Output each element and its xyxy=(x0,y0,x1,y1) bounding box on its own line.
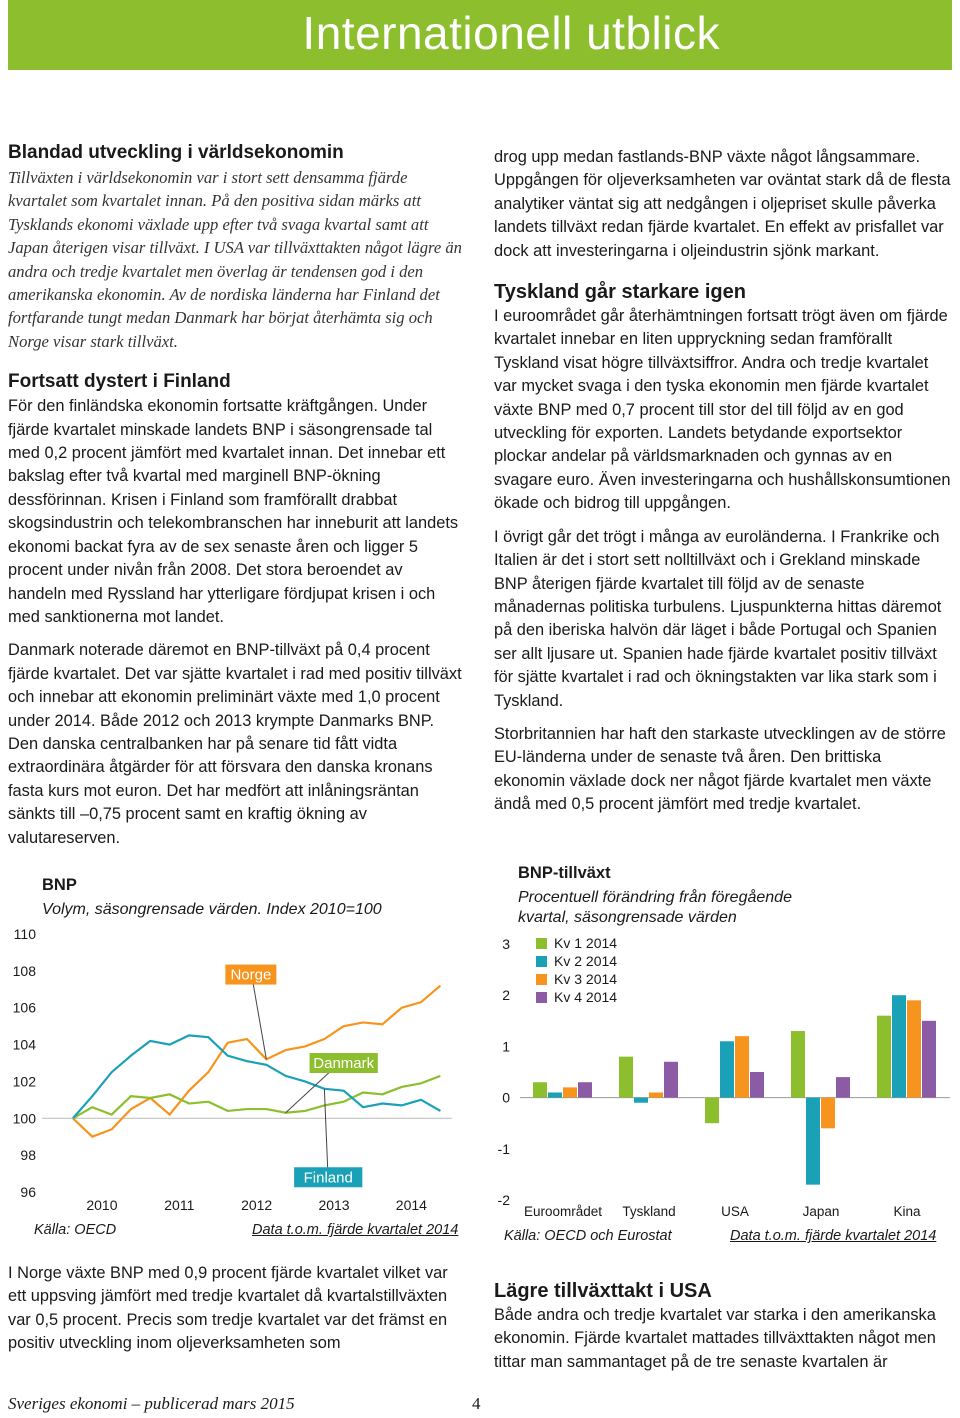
line-chart-subtitle: Volym, säsongrensade värden. Index 2010=100 xyxy=(42,901,382,918)
x-category-label: USA xyxy=(721,1204,749,1219)
y-tick-label: 106 xyxy=(12,999,36,1016)
bar-chart-subtitle: Procentuell förändring från föregående kvartal, säsongrensade värden xyxy=(518,889,792,926)
y-tick-label: -1 xyxy=(497,1140,510,1157)
y-tick-label: 110 xyxy=(13,926,36,942)
bar-usa-1 xyxy=(705,1098,719,1124)
bar-kina-1 xyxy=(877,1016,891,1098)
bar-japan-2 xyxy=(806,1098,820,1185)
right-column xyxy=(494,146,954,817)
bnp-growth-bar-chart xyxy=(494,864,954,1254)
y-tick-label: 96 xyxy=(20,1184,36,1200)
x-tick-label: 2010 xyxy=(86,1197,118,1213)
bar-euroområdet-3 xyxy=(563,1087,577,1097)
y-tick-label: 104 xyxy=(12,1036,36,1053)
heading-finland: Fortsatt dystert i Finland xyxy=(8,371,231,393)
y-tick-label: 98 xyxy=(20,1147,36,1164)
legend-label: Kv 2 2014 xyxy=(554,953,618,969)
line-chart-source: Källa: OECD xyxy=(34,1222,117,1238)
series-line-norge xyxy=(73,986,440,1137)
paragraph-uk: Storbritannien har haft den starkaste utvecklingen av de större EU-länderna under de senaste två åren. Den brittiska ekonomin växlade dock ner något fjärde kvartalet men växte ändå med 0,5 procent jämfört med tredje kvartalet. xyxy=(494,724,946,814)
heading-usa: Lägre tillväxttakt i USA xyxy=(494,1280,712,1302)
bar-kina-3 xyxy=(907,1000,921,1097)
heading-world-economy: Blandad utveckling i världsekonomin xyxy=(8,142,344,163)
series-label-danmark: Danmark xyxy=(313,1055,375,1072)
paragraph-germany: I euroområdet går återhämtningen fortsatt trögt även om fjärde kvartalet innebar en liten uppryckning sedan framförallt Tyskland visat högre tillväxtsiffror. Andra och tredje kvartalet var mycket svaga i den tyska ekonomin men fjärde kvartalet växte BNP med 0,7 procent till stor del till följd av en god utveckling för exporten. Landets betydande exportsektor plockar andelar på världsmarknaden och gynnas av en svagare euro. Även investeringarna och hushållskonsumtionen ökade och bidrog till uppgången. xyxy=(494,307,951,513)
paragraph-norway: I Norge växte BNP med 0,9 procent fjärde kvartalet vilket var ett uppsving jämfört med tredje kvartalet då kvartalstillväxten var 0,5 procent. Precis som tredje kvartalet var det främst en positiv utveckling inom oljeverksamheten som xyxy=(8,1264,448,1353)
line-chart-note: Data t.o.m. fjärde kvartalet 2014 xyxy=(252,1222,459,1238)
x-category-label: Kina xyxy=(893,1204,921,1219)
bar-chart-source: Källa: OECD och Eurostat xyxy=(504,1228,672,1244)
y-tick-label: 0 xyxy=(502,1089,510,1106)
y-tick-label: 100 xyxy=(12,1110,36,1127)
legend-swatch xyxy=(536,974,547,985)
bar-tyskland-4 xyxy=(664,1062,678,1098)
bar-chart-note: Data t.o.m. fjärde kvartalet 2014 xyxy=(730,1228,937,1244)
bar-usa-2 xyxy=(720,1041,734,1097)
x-category-label: Tyskland xyxy=(622,1204,676,1219)
legend-label: Kv 1 2014 xyxy=(554,935,618,951)
bar-euroområdet-4 xyxy=(578,1082,592,1097)
y-tick-label: 1 xyxy=(502,1038,510,1055)
x-tick-label: 2012 xyxy=(241,1197,273,1213)
footer-publication: Sveriges ekonomi – publicerad mars 2015 xyxy=(8,1394,295,1413)
bar-chart-title: BNP-tillväxt xyxy=(518,864,611,882)
line-chart-title: BNP xyxy=(42,876,77,894)
bar-kina-4 xyxy=(922,1021,936,1098)
series-label-norge: Norge xyxy=(230,966,272,984)
paragraph-euro-countries: I övrigt går det trögt i många av euroländerna. I Frankrike och Italien är det i stort sett nolltillväxt och i Grekland minskade BNP återigen fjärde kvartalet till följd av de senaste månadernas politiska turbulens. Ljuspunkterna hittas däremot på den iberiska halvön där läget i både Portugal och Spanien ser allt ljusare ut. Spanien hade fjärde kvartalet positiv tillväxt för sjätte kvartalet i rad och ökningstakten var lika stark som i Tyskland. xyxy=(494,527,942,710)
bar-chart-plot xyxy=(494,930,954,1230)
bnp-line-chart xyxy=(8,876,464,1246)
y-tick-label: 3 xyxy=(502,936,510,952)
legend-label: Kv 4 2014 xyxy=(554,989,618,1005)
x-category-label: Euroområdet xyxy=(523,1204,603,1219)
left-column-bottom xyxy=(8,1262,464,1356)
paragraph-norway-cont: drog upp medan fastlands-BNP växte något långsammare. Uppgången för oljeverksamheten var oväntat stark då de flesta analytiker väntat sig att nedgången i oljepriset skulle påverka landets tillväxt redan fjärde kvartalet. En effekt av prisfallet var dock att investeringarna i oljeindustrin sjönk markant. xyxy=(494,148,951,260)
bar-tyskland-2 xyxy=(634,1098,648,1103)
x-category-label: Japan xyxy=(802,1204,840,1219)
y-tick-label: 102 xyxy=(12,1073,36,1090)
page-title: Internationell utblick xyxy=(302,7,720,59)
legend-swatch xyxy=(536,992,547,1003)
paragraph-denmark: Danmark noterade däremot en BNP-tillväxt på 0,4 procent fjärde kvartalet. Det var sjätte kvartalet i rad med positiv tillväxt och innebar att ekonomin preliminärt växte med 1,0 procent under 2014. Både 2012 och 2013 krympte Danmarks BNP. Den danska centralbanken har på senare tid fått vidta extraordinära åtgärder för att försvara den danska kronans fasta kurs mot euron. Det har medfört att inlåningsräntan sänkts till –0,75 procent samt en kraftig ökning av valutareserven. xyxy=(8,641,462,847)
bar-usa-4 xyxy=(750,1072,764,1098)
bar-kina-2 xyxy=(892,995,906,1097)
legend-swatch xyxy=(536,956,547,967)
y-tick-label: -2 xyxy=(497,1192,510,1208)
header-banner xyxy=(8,0,952,70)
bar-japan-3 xyxy=(821,1098,835,1129)
bar-euroområdet-2 xyxy=(548,1092,562,1097)
y-tick-label: 108 xyxy=(12,962,36,979)
line-chart-plot xyxy=(8,916,464,1236)
legend-label: Kv 3 2014 xyxy=(554,971,618,987)
series-label-finland: Finland xyxy=(303,1169,353,1187)
heading-germany: Tyskland går starkare igen xyxy=(494,281,746,304)
right-column-bottom xyxy=(494,1278,954,1374)
paragraph-usa: Både andra och tredje kvartalet var starka i den amerikanska ekonomin. Fjärde kvartalet mattades tillväxttakten något men tittar man sammantaget på de tre senaste kvartalen är xyxy=(494,1306,936,1371)
bar-euroområdet-1 xyxy=(533,1082,547,1097)
lead-paragraph: Tillväxten i världsekonomin var i stort sett densamma fjärde kvartalet som kvartalet innan. På den positiva sidan märks att Tysklands ekonomi växlade upp efter två svaga kvartal samt att Japan återigen visar tillväxt. I USA var tillväxttakten något lägre än andra och tredje kvartalet men överlag är tendensen god i den amerikanska ekonomin. Av de nordiska länderna har Finland det fortfarande tungt medan Danmark har börjat återhämta sig och Norge visar stark tillväxt. xyxy=(8,168,462,351)
x-tick-label: 2014 xyxy=(395,1197,427,1213)
bar-japan-4 xyxy=(836,1077,850,1097)
bar-tyskland-1 xyxy=(619,1057,633,1098)
y-tick-label: 2 xyxy=(502,987,510,1004)
x-tick-label: 2011 xyxy=(164,1197,195,1213)
bar-usa-3 xyxy=(735,1036,749,1097)
left-column xyxy=(8,140,464,850)
paragraph-finland: För den finländska ekonomin fortsatte kräftgången. Under fjärde kvartalet minskade landets BNP i säsongrensade tal med 0,2 procent jämfört med kvartalet innan. Det innebar ett bakslag efter två kvartal med marginell BNP-ökning dessförinnan. Krisen i Finland som framförallt drabbat skogsindustrin och telekombranschen har inneburit att landets ekonomi backat fyra av de sex senaste åren och ligger 5 procent under nivån från 2008. Det stora beroendet av handeln med Ryssland har ytterligare fördjupat krisen i och med sanktionerna mot landet. xyxy=(8,397,459,626)
bar-tyskland-3 xyxy=(649,1092,663,1097)
legend-swatch xyxy=(536,938,547,949)
page-number: 4 xyxy=(472,1394,481,1413)
bar-japan-1 xyxy=(791,1031,805,1098)
x-tick-label: 2013 xyxy=(318,1197,350,1213)
